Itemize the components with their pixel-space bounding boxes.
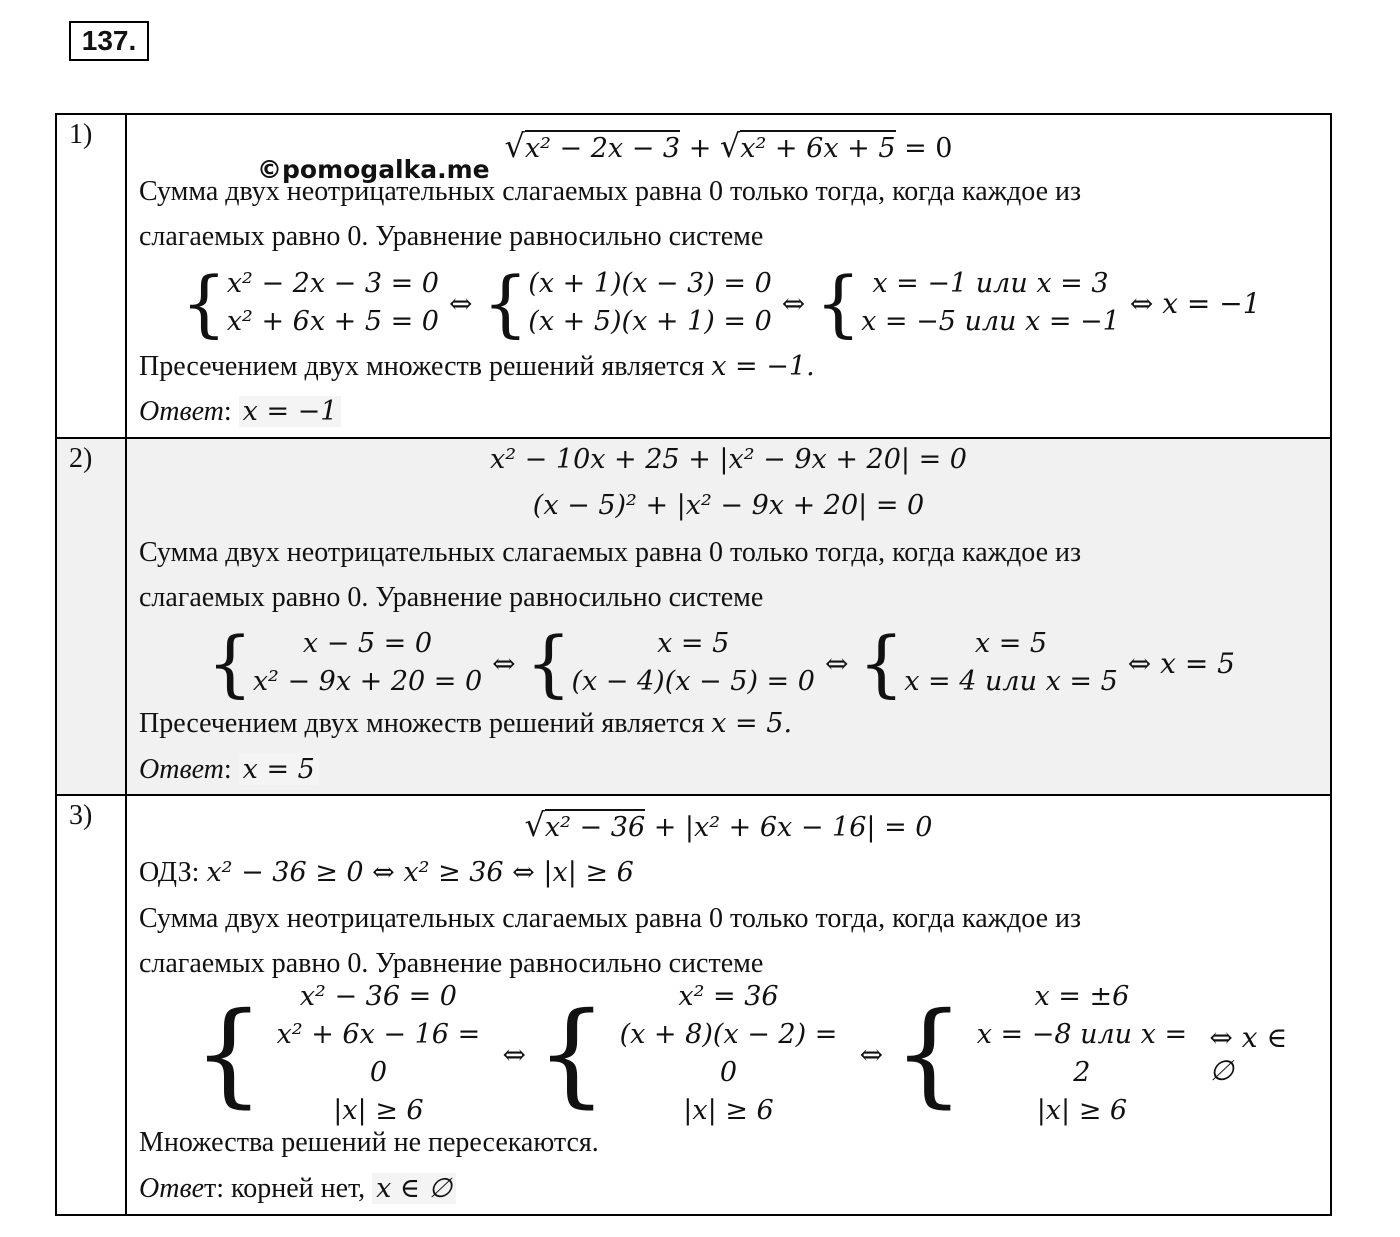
system-line: x = −1 или x = 3 [872,268,1109,299]
row-label: 2) [69,443,93,474]
system-line: (x + 5)(x + 1) = 0 [528,306,772,337]
no-intersection-line: Множества решений не пересекаются. [139,1127,599,1158]
watermark: ©pomogalka.me [257,155,490,184]
system-line: (x + 1)(x − 3) = 0 [528,268,772,299]
system-line: x = 4 или x = 5 [904,666,1118,697]
equivalence-symbol: ⇔ [449,286,473,320]
system-line: x² + 6x + 5 = 0 [226,306,439,337]
plus-sign: + [680,133,720,164]
left-brace: { [207,621,253,705]
answer-line: Ответ: x = 5 [139,753,319,787]
equation-tail: = 0 [895,133,953,164]
odz-line [139,856,634,890]
system-3 [904,625,1118,701]
system-chain [181,263,1271,343]
equivalence-symbol: ⇔ [859,1037,884,1071]
system-line: x² = 36 [678,981,779,1012]
system-line: x² − 36 = 0 [299,981,457,1012]
system-1 [264,978,492,1130]
answer-label: Ответ [139,396,224,427]
system-3 [861,265,1120,341]
system-chain [207,623,1245,703]
left-brace: { [525,621,572,705]
radicand-1: x² − 2x − 3 [525,130,680,164]
equivalence-symbol: ⇔ [502,1037,527,1071]
system-line: |x| ≥ 6 [1036,1095,1128,1126]
system-2 [571,625,815,701]
system-line: x² − 2x − 3 = 0 [226,268,439,299]
explanation-line-1: Сумма двух неотрицательных слагаемых равна 0 только тогда, когда каждое из [139,176,1082,207]
solution-row-3 [57,796,1330,1214]
answer-line: Ответ: x = −1 [139,395,341,429]
equivalence-symbol: ⇔ [781,286,806,320]
system-line: x = −8 или x = 2 [976,1019,1188,1088]
row-label: 3) [69,800,93,831]
equation: √x² − 36 + |x² + 6x − 16| = 0 [524,806,933,844]
system-line: x² + 6x − 16 = 0 [276,1019,481,1088]
intersection-value: x = 5. [711,708,793,739]
row-number-cell [57,115,127,437]
equation-1: x² − 10x + 25 + |x² − 9x + 20| = 0 [490,444,967,475]
system-line: |x| ≥ 6 [683,1095,774,1126]
system-line: x² − 9x + 20 = 0 [252,666,483,697]
intersection-line [139,350,815,384]
system-2 [528,265,772,341]
intersection-value: x = −1. [711,351,815,382]
answer-label-tail: т: корней нет, [204,1173,366,1204]
row-content [127,115,1330,437]
explanation-line-1: Сумма двух неотрицательных слагаемых равна 0 только тогда, когда каждое из [139,537,1082,568]
system-chain [193,981,1330,1126]
system-line: x = 5 [657,628,730,659]
left-brace: { [536,989,608,1119]
system-1 [253,625,482,701]
system-line: x = −5 или x = −1 [861,306,1120,337]
intersection-text: Пресечением двух множеств решений является [139,708,705,739]
left-brace: { [893,989,965,1119]
equation-tail: + |x² + 6x − 16| = 0 [645,812,933,843]
equivalence-symbol: ⇔ [824,646,849,680]
left-brace: { [193,989,265,1119]
explanation-line-2: слагаемых равно 0. Уравнение равносильно системе [139,948,764,979]
problem-number: 137. [69,21,149,61]
answer-value: x = 5 [239,754,319,785]
system-line: x = 5 [974,628,1048,659]
explanation-line-2: слагаемых равно 0. Уравнение равносильно системе [139,582,764,613]
system-line: (x − 4)(x − 5) = 0 [571,666,815,697]
system-3 [964,978,1199,1130]
final-result: ⇔ x = −1 [1129,286,1261,320]
final-result: ⇔ x ∈ ∅ [1209,1021,1288,1087]
equation-2: (x − 5)² + |x² − 9x + 20| = 0 [532,490,925,521]
explanation-line-1: Сумма двух неотрицательных слагаемых равна 0 только тогда, когда каждое из [139,903,1082,934]
explanation-line-2: слагаемых равно 0. Уравнение равносильно системе [139,221,764,252]
answer-value: x ∈ ∅ [372,1173,456,1204]
row-number-cell [57,796,127,1214]
answer-line [139,1172,456,1206]
intersection-line [139,707,792,741]
system-line: (x + 8)(x − 2) = 0 [619,1019,838,1088]
row-number-cell [57,439,127,794]
solution-table [55,113,1332,1216]
final-result: ⇔ x = 5 [1127,646,1235,680]
left-brace: { [181,261,227,345]
odz-value: x² − 36 ≥ 0 ⇔ x² ≥ 36 ⇔ |x| ≥ 6 [206,857,634,888]
system-1 [227,265,439,341]
answer-label: Отве [139,1173,205,1204]
solution-row-2 [57,439,1330,796]
row-content [127,796,1330,1214]
system-2 [607,978,849,1130]
left-brace: { [482,261,529,345]
solution-row-1 [57,115,1330,439]
left-brace: { [858,621,905,705]
radicand-2: x² + 6x + 5 [740,130,895,164]
row-content [127,439,1330,794]
system-line: x − 5 = 0 [302,628,433,659]
equivalence-symbol: ⇔ [492,646,516,680]
radicand: x² − 36 [545,809,645,843]
row-label: 1) [69,119,93,150]
equation: √x² − 2x − 3 + √x² + 6x + 5 = 0 [504,127,953,165]
odz-label: ОДЗ: [139,857,200,888]
answer-value: x = −1 [239,396,342,427]
system-line: x = ±6 [1034,981,1130,1012]
answer-label: Ответ [139,754,224,785]
intersection-text: Пресечением двух множеств решений является [139,351,705,382]
system-line: |x| ≥ 6 [333,1095,424,1126]
left-brace: { [815,261,862,345]
